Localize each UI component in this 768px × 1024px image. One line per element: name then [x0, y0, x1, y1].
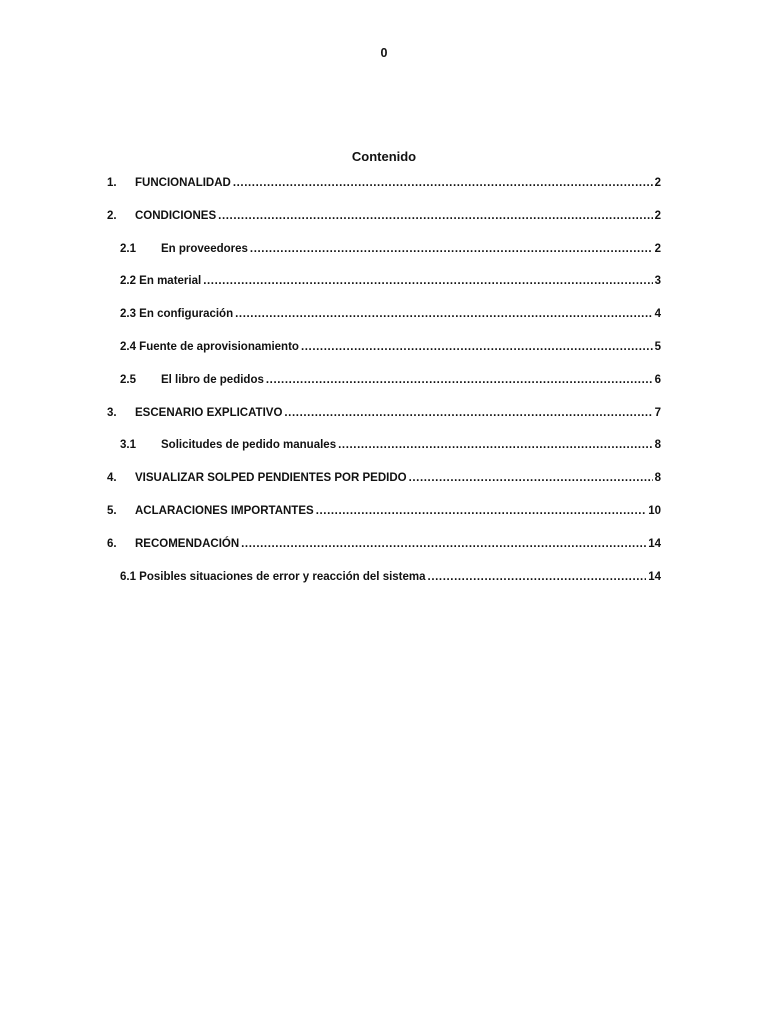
- toc-dot-leader: [241, 538, 646, 550]
- toc-entry-page: 14: [648, 537, 661, 550]
- page-number: 0: [380, 46, 388, 60]
- toc-entry-page: 8: [654, 439, 661, 452]
- toc-dot-leader: [338, 439, 652, 451]
- toc-dot-leader: [233, 177, 653, 189]
- toc-entry[interactable]: [107, 505, 661, 538]
- toc-entry-page: 5: [654, 340, 661, 353]
- toc-entry-label: ACLARACIONES IMPORTANTES: [135, 504, 314, 517]
- toc-entry-label: 6.1 Posibles situaciones de error y reacción del sistema: [120, 570, 426, 583]
- toc-entry-number: 6.: [107, 537, 117, 550]
- toc-entry-page: 6: [654, 373, 661, 386]
- toc-entry[interactable]: [107, 407, 661, 440]
- toc-entry[interactable]: [107, 472, 661, 505]
- toc-entry-number: 5.: [107, 504, 117, 517]
- toc-entry-label: 2.2 En material: [120, 275, 202, 288]
- toc-entry[interactable]: [107, 177, 661, 210]
- toc-entry[interactable]: [107, 439, 661, 472]
- toc-entry[interactable]: [107, 243, 661, 276]
- toc-entry-page: 7: [654, 406, 661, 419]
- toc-entry[interactable]: [107, 538, 661, 571]
- toc-entry-page: 10: [648, 504, 661, 517]
- toc-dot-leader: [250, 243, 653, 255]
- toc-entry-number: 1.: [107, 177, 117, 189]
- toc-entry[interactable]: [107, 308, 661, 341]
- toc-entry-page: 2: [654, 209, 661, 222]
- table-of-contents: [107, 177, 661, 603]
- toc-entry-page: 4: [654, 308, 661, 321]
- toc-entry-number: 4.: [107, 472, 117, 485]
- toc-entry-label: FUNCIONALIDAD: [135, 177, 231, 189]
- toc-entry-page: 14: [648, 570, 661, 583]
- toc-entry-page: 8: [654, 472, 661, 485]
- toc-dot-leader: [266, 374, 653, 386]
- toc-entry-number: 2.1: [120, 242, 136, 255]
- toc-entry-page: 3: [654, 275, 661, 288]
- toc-entry-number: 3.1: [120, 439, 136, 452]
- toc-entry-label: ESCENARIO EXPLICATIVO: [135, 406, 283, 419]
- toc-entry-label: Solicitudes de pedido manuales: [161, 439, 337, 452]
- toc-entry[interactable]: [107, 210, 661, 243]
- toc-entry-label: VISUALIZAR SOLPED PENDIENTES POR PEDIDO: [135, 472, 407, 485]
- toc-entry[interactable]: [107, 275, 661, 308]
- toc-entry-number: 2.: [107, 209, 117, 222]
- toc-entry[interactable]: [107, 374, 661, 407]
- toc-entry-page: 2: [654, 177, 661, 189]
- toc-entry[interactable]: [107, 571, 661, 604]
- toc-dot-leader: [235, 308, 652, 320]
- toc-title: Contenido: [351, 149, 417, 164]
- toc-entry-label: 2.3 En configuración: [120, 308, 234, 321]
- toc-entry-label: 2.4 Fuente de aprovisionamiento: [120, 340, 299, 353]
- toc-dot-leader: [409, 472, 653, 484]
- toc-entry-label: RECOMENDACIÓN: [135, 537, 240, 550]
- toc-dot-leader: [218, 210, 652, 222]
- toc-entry-number: 2.5: [120, 373, 136, 386]
- toc-entry-label: El libro de pedidos: [161, 373, 264, 386]
- toc-entry-page: 2: [654, 242, 661, 255]
- toc-entry-label: En proveedores: [161, 242, 248, 255]
- toc-entry-label: CONDICIONES: [135, 209, 217, 222]
- toc-entry[interactable]: [107, 341, 661, 374]
- toc-dot-leader: [301, 341, 653, 353]
- toc-dot-leader: [316, 505, 647, 517]
- toc-dot-leader: [284, 407, 652, 419]
- toc-dot-leader: [428, 571, 647, 583]
- toc-entry-number: 3.: [107, 406, 117, 419]
- toc-dot-leader: [203, 275, 652, 287]
